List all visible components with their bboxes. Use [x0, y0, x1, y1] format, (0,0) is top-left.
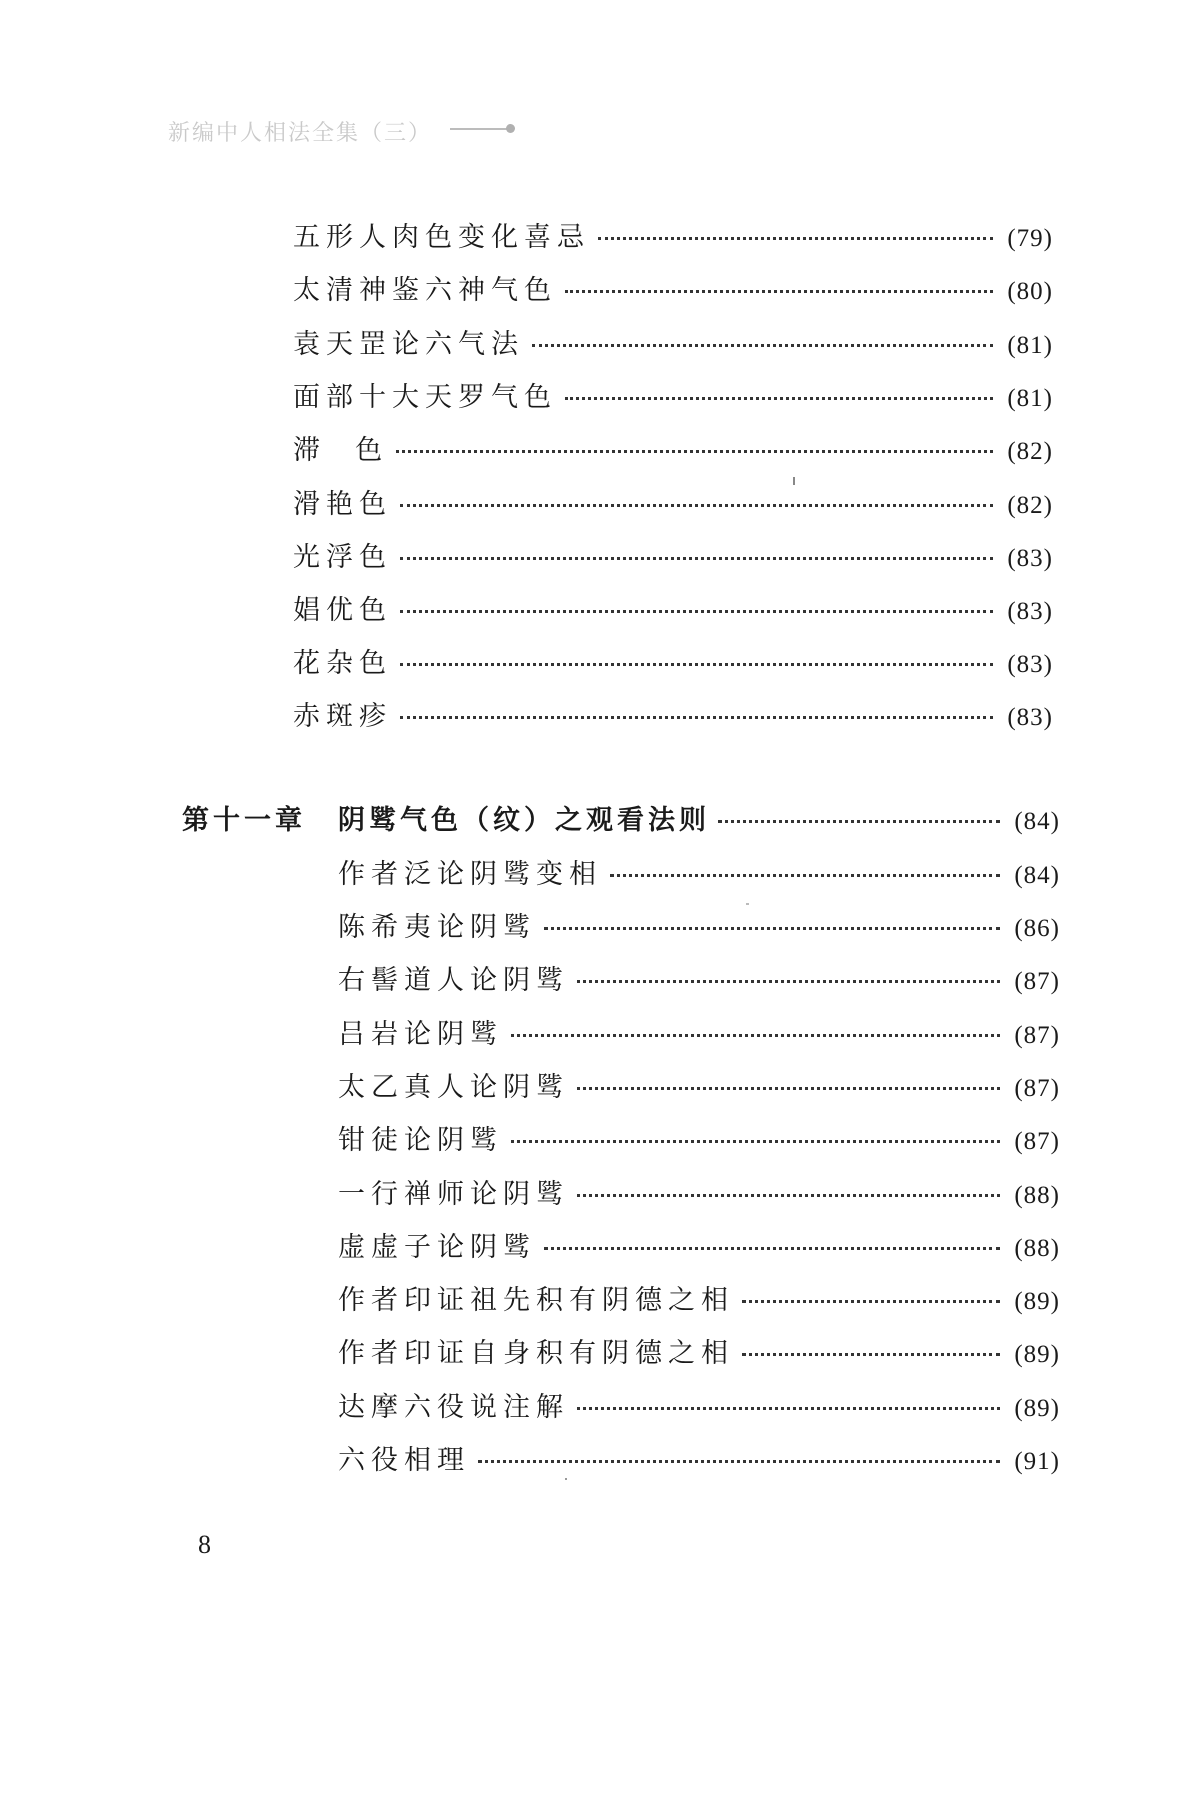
toc-entry[interactable]	[338, 1012, 1060, 1052]
toc-entry-title: 太清神鉴六神气色	[293, 275, 557, 306]
chapter-title: 阴骘气色（纹）之观看法则	[338, 805, 710, 836]
toc-entry[interactable]	[293, 428, 1053, 468]
toc-entry-title: 作者泛论阴骘变相	[338, 859, 602, 890]
chapter-page: (84)	[1014, 808, 1060, 835]
dot-leader	[742, 1300, 1000, 1303]
toc-entry-page: (82)	[1007, 438, 1053, 465]
toc-entry[interactable]	[338, 905, 1060, 945]
toc-entry[interactable]	[338, 1438, 1060, 1478]
toc-entry-page: (83)	[1007, 651, 1053, 678]
toc-entry-title: 袁天罡论六气法	[293, 329, 524, 360]
toc-entry-title: 虚虚子论阴骘	[338, 1232, 536, 1263]
toc-entry[interactable]	[293, 694, 1053, 734]
dot-leader	[610, 874, 1000, 877]
dot-leader	[598, 237, 993, 240]
toc-entry-page: (83)	[1007, 598, 1053, 625]
toc-entry-title: 吕岩论阴骘	[338, 1019, 503, 1050]
toc-entry-title: 达摩六役说注解	[338, 1392, 569, 1423]
toc-entry[interactable]	[293, 268, 1053, 308]
chapter-heading[interactable]	[182, 798, 1060, 838]
toc-entry[interactable]	[293, 482, 1053, 522]
toc-entry-title: 一行禅师论阴骘	[338, 1179, 569, 1210]
dot-leader	[577, 980, 1000, 983]
header-rule	[450, 128, 510, 130]
toc-entry[interactable]	[338, 1331, 1060, 1371]
toc-entry-page: (79)	[1007, 225, 1053, 252]
toc-entry-page: (89)	[1014, 1288, 1060, 1315]
toc-entry-title: 六役相理	[338, 1445, 470, 1476]
scan-speck	[746, 903, 749, 905]
toc-entry-page: (89)	[1014, 1341, 1060, 1368]
dot-leader	[532, 344, 993, 347]
toc-entry-page: (81)	[1007, 332, 1053, 359]
dot-leader	[400, 504, 993, 507]
toc-entry-title: 作者印证祖先积有阴德之相	[338, 1285, 734, 1316]
toc-entry-page: (87)	[1014, 968, 1060, 995]
toc-entry[interactable]	[293, 375, 1053, 415]
dot-leader	[577, 1087, 1000, 1090]
toc-entry-title: 光浮色	[293, 542, 392, 573]
toc-entry[interactable]	[338, 1172, 1060, 1212]
running-header: 新编中人相法全集（三）	[168, 121, 433, 146]
toc-entry-page: (80)	[1007, 278, 1053, 305]
toc-entry-title: 滑艳色	[293, 489, 392, 520]
toc-entry-title: 陈希夷论阴骘	[338, 912, 536, 943]
toc-entry-title: 钳徒论阴骘	[338, 1125, 503, 1156]
toc-entry-page: (86)	[1014, 915, 1060, 942]
toc-entry-title: 花杂色	[293, 648, 392, 679]
toc-entry[interactable]	[338, 1225, 1060, 1265]
toc-entry[interactable]	[293, 215, 1053, 255]
chapter-number: 第十一章	[182, 805, 306, 836]
dot-leader	[396, 450, 993, 453]
toc-entry-title: 娼优色	[293, 595, 392, 626]
toc-entry-page: (87)	[1014, 1022, 1060, 1049]
toc-entry-page: (87)	[1014, 1075, 1060, 1102]
toc-entry-page: (83)	[1007, 545, 1053, 572]
toc-entry-page: (83)	[1007, 704, 1053, 731]
toc-entry-title: 赤斑疹	[293, 701, 392, 732]
toc-entry-page: (88)	[1014, 1182, 1060, 1209]
toc-entry[interactable]	[293, 322, 1053, 362]
toc-entry[interactable]	[338, 1118, 1060, 1158]
page-number: 8	[198, 1530, 211, 1559]
toc-entry-page: (81)	[1007, 385, 1053, 412]
header-dot	[506, 124, 515, 133]
toc-entry-title: 滞 色	[293, 435, 389, 466]
dot-leader	[577, 1194, 1000, 1197]
scan-speck	[565, 1478, 567, 1480]
dot-leader	[565, 397, 993, 400]
toc-entry-title: 五形人肉色变化喜忌	[293, 222, 590, 253]
toc-entry-title: 面部十大天罗气色	[293, 382, 557, 413]
toc-entry[interactable]	[293, 535, 1053, 575]
toc-entry-page: (89)	[1014, 1395, 1060, 1422]
dot-leader	[565, 290, 993, 293]
dot-leader	[400, 716, 993, 719]
toc-entry[interactable]	[338, 852, 1060, 892]
dot-leader	[478, 1460, 1000, 1463]
toc-entry[interactable]	[338, 958, 1060, 998]
dot-leader	[577, 1407, 1000, 1410]
toc-entry-page: (88)	[1014, 1235, 1060, 1262]
toc-entry[interactable]	[338, 1385, 1060, 1425]
dot-leader	[718, 820, 1000, 823]
dot-leader	[511, 1140, 1000, 1143]
dot-leader	[400, 610, 993, 613]
dot-leader	[400, 663, 993, 666]
dot-leader	[544, 927, 1000, 930]
toc-entry[interactable]	[338, 1278, 1060, 1318]
scan-speck	[793, 477, 795, 485]
toc-entry[interactable]	[338, 1065, 1060, 1105]
dot-leader	[742, 1353, 1000, 1356]
toc-entry-title: 太乙真人论阴骘	[338, 1072, 569, 1103]
toc-entry-page: (84)	[1014, 862, 1060, 889]
toc-entry[interactable]	[293, 588, 1053, 628]
toc-entry-page: (82)	[1007, 492, 1053, 519]
toc-entry-page: (91)	[1014, 1448, 1060, 1475]
dot-leader	[400, 557, 993, 560]
dot-leader	[511, 1034, 1000, 1037]
toc-entry-title: 右髻道人论阴骘	[338, 965, 569, 996]
toc-entry-title: 作者印证自身积有阴德之相	[338, 1338, 734, 1369]
toc-entry-page: (87)	[1014, 1128, 1060, 1155]
dot-leader	[544, 1247, 1000, 1250]
toc-entry[interactable]	[293, 641, 1053, 681]
